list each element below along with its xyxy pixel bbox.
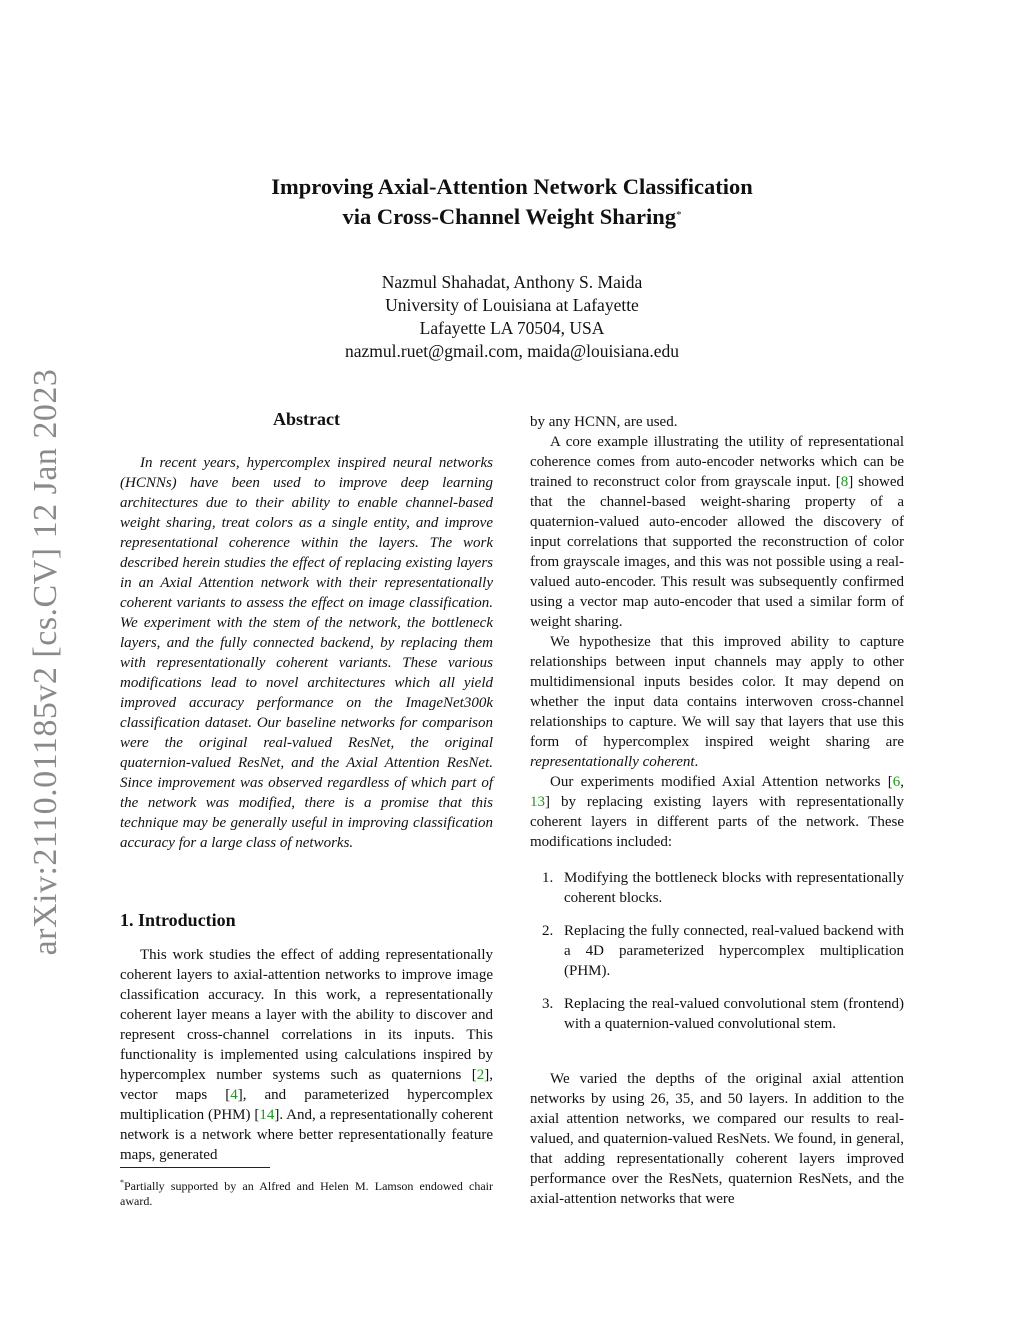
- introduction-heading: 1. Introduction: [120, 910, 236, 930]
- footnote-divider: [120, 1167, 270, 1168]
- citation-link-13[interactable]: 13: [530, 794, 545, 810]
- intro-text-d: ]. And, a representationally coherent network is a network where better representationally feature maps, generated: [120, 1107, 494, 1163]
- title-line-2: [112, 202, 912, 232]
- autoencoder-text-b: ] showed that the channel-based weight-sharing property of a quaternion-valued auto-encoder allowed the discovery of input correlations that supported the reconstruction of color from grayscale images, and this was not possible using a real-valued auto-encoder. This result was subsequently confirmed using a vector map auto-encoder that used a similar form of weight sharing.: [530, 474, 904, 630]
- paper-title: [112, 172, 912, 232]
- citation-link-4[interactable]: 4: [230, 1087, 238, 1103]
- autoencoder-text-a: A core example illustrating the utility of representational coherence comes from auto-encoder networks which can be trained to reconstruct color from grayscale input. [: [530, 434, 904, 490]
- list-item-text: Replacing the real-valued convolutional stem (frontend) with a quaternion-valued convolutional stem.: [564, 996, 904, 1032]
- continued-paragraph: by any HCNN, are used.: [530, 414, 678, 430]
- introduction-body: [120, 945, 493, 1165]
- intro-text-a: This work studies the effect of adding representationally coherent layers to axial-attention networks to improve image classification accuracy. In this work, a representationally coherent layer means a layer with the ability to discover and represent cross-channel correlations in its inputs. This functionality is implemented using calculations inspired by hypercomplex number systems such as quaternions [: [120, 947, 493, 1083]
- arxiv-identifier: arXiv:2110.01185v2 [cs.CV] 12 Jan 2023: [27, 368, 64, 956]
- author-affiliation: University of Louisiana at Lafayette: [385, 295, 639, 315]
- citation-link-6[interactable]: 6: [892, 774, 901, 790]
- list-item: [530, 921, 904, 981]
- right-column-body: [530, 412, 904, 852]
- list-item: [530, 994, 904, 1034]
- emphasis-term: representationally coherent: [530, 754, 695, 770]
- paragraph-autoencoder: [530, 432, 904, 632]
- list-item: [530, 868, 904, 908]
- author-emails: nazmul.ruet@gmail.com, maida@louisiana.edu: [344, 341, 679, 361]
- introduction-paragraph: [120, 945, 493, 1165]
- list-item-text: Replacing the fully connected, real-valued backend with a 4D parameterized hypercomplex multiplication (PHM).: [564, 923, 904, 979]
- citation-link-8[interactable]: 8: [840, 474, 849, 490]
- footnote-text: Partially supported by an Alfred and Helen M. Lamson endowed chair award.: [120, 1179, 493, 1208]
- abstract-text: In recent years, hypercomplex inspired neural networks (HCNNs) have been used to improve deep learning architectures due to their ability to enable channel-based weight sharing, treat colors as a single entity, and improve representational coherence within the layers. The work described herein studies the effect of replacing existing layers in an Axial Attention network with their representationally coherent variants to assess the effect on image classification. We experiment with the stem of the network, the bottleneck layers, and the fully connected backend, by replacing them with representationally coherent variants. These various modifications lead to novel architectures which all yield improved accuracy performance on the ImageNet300k classification dataset. Our baseline networks for comparison were the original real-valued ResNet, the original quaternion-valued ResNet, and the Axial Attention ResNet. Since improvement was observed regardless of which part of the network was modified, there is a promise that this technique may be generally useful in improving classification accuracy for a large class of networks.: [120, 455, 493, 851]
- author-names: Nazmul Shahadat, Anthony S. Maida: [381, 272, 643, 292]
- results-body: [530, 1069, 904, 1209]
- experiments-text-a: Our experiments modified Axial Attention networks [: [550, 774, 893, 790]
- citation-separator: ,: [900, 774, 904, 790]
- title-line-1: Improving Axial-Attention Network Classification: [271, 174, 753, 199]
- footnote: [120, 1175, 493, 1209]
- hypothesis-text-b: .: [694, 754, 699, 770]
- abstract-body: [120, 453, 493, 853]
- list-item-number: 1.: [542, 870, 554, 886]
- intro-text-b: ], vector maps [: [120, 1067, 493, 1103]
- list-item-number: 2.: [542, 923, 554, 939]
- title-line-2-text: via Cross-Channel Weight Sharing: [342, 204, 677, 229]
- abstract-heading: Abstract: [273, 409, 340, 429]
- author-address: Lafayette LA 70504, USA: [419, 318, 605, 338]
- hypothesis-text-a: We hypothesize that this improved ability to capture relationships between input channels may apply to other multidimensional inputs besides color. It may depend on whether the input data contains interwoven cross-channel relationships to capture. We will say that layers that use this form of hypercomplex inspired weight sharing are: [530, 634, 904, 750]
- list-item-text: Modifying the bottleneck blocks with representationally coherent blocks.: [564, 870, 904, 906]
- paragraph-results: We varied the depths of the original axial attention networks by using 26, 35, and 50 layers. In addition to the axial attention networks, we compared our results to real-valued, and quaternion-valued ResNets. We found, in general, that adding representationally coherent layers improved performance over the ResNets, quaternion ResNets, and the axial-attention networks that were: [530, 1071, 904, 1207]
- list-item-number: 3.: [542, 996, 554, 1012]
- modifications-list: [530, 868, 904, 1047]
- citation-link-14[interactable]: 14: [259, 1107, 275, 1123]
- paragraph-hypothesis: [530, 632, 904, 772]
- paragraph-experiments: [530, 772, 904, 852]
- intro-text-c: ], and parameterized hypercomplex multiplication (PHM) [: [120, 1087, 493, 1123]
- experiments-text-b: ] by replacing existing layers with representationally coherent layers in different parts of the network. These modifications included:: [530, 794, 904, 850]
- citation-link-2[interactable]: 2: [476, 1067, 485, 1083]
- footnote-mark: *: [120, 1178, 124, 1187]
- title-footnote-mark: *: [676, 209, 682, 221]
- author-block: [112, 271, 912, 363]
